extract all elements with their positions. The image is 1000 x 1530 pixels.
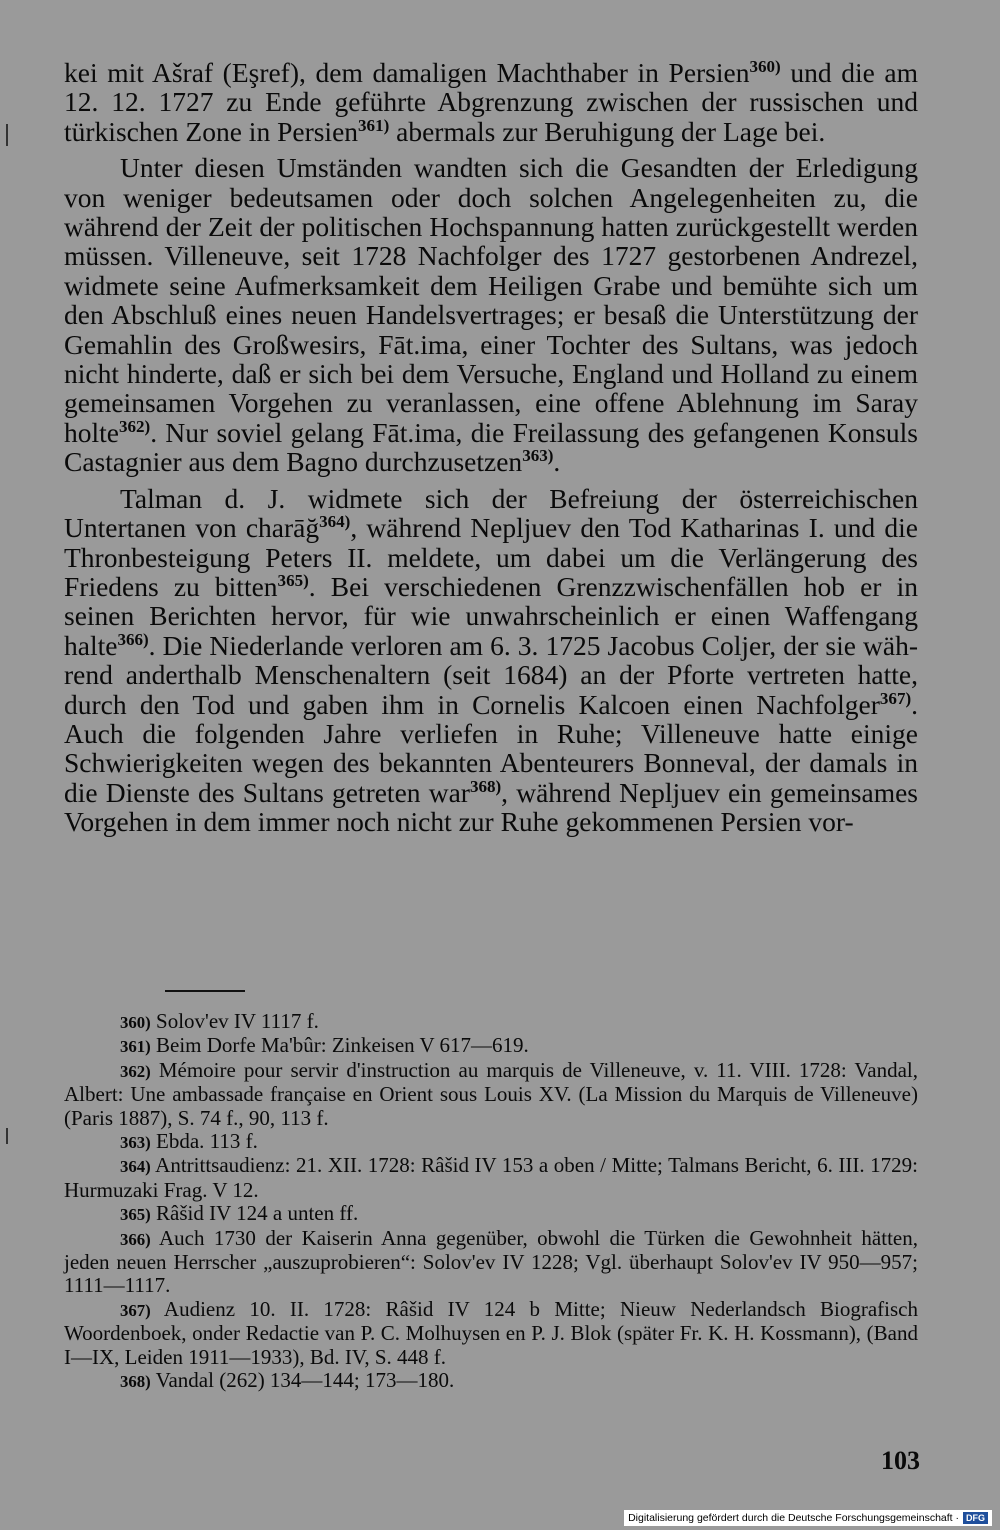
footnote-number: 367): [120, 1300, 151, 1320]
scan-edge-mark: [6, 124, 8, 146]
scan-edge-mark: [6, 1128, 8, 1144]
text-run: kei mit Ašraf (Eşref), dem damaligen Machthaber in Persien: [64, 57, 750, 88]
footnote-text: Audienz 10. II. 1728: Râšid IV 124 b Mitte; Nieuw Nederlandsch Biografisch Woordenboek, onder Redactie van P. C. Molhuysen en P. J. Blok (später Fr. K. H. Kossmann), (Band I—IX, Leiden 1911—1933), Bd. IV, S. 448 f.: [64, 1296, 918, 1369]
footnote: [64, 1227, 918, 1298]
footnote-reference[interactable]: 366): [117, 629, 149, 649]
footnote: [64, 1298, 918, 1369]
footnote-text: Beim Dorfe Ma'bûr: Zinkeisen V 617—619.: [150, 1033, 529, 1058]
footnote: [64, 1130, 918, 1154]
footnotes: [64, 1010, 918, 1394]
footnote-number: 366): [120, 1229, 151, 1249]
text-run: , während Nepljuev ein gemeinsames Vorgehen in dem immer noch nicht zur Ruhe gekommenen Persien vor-: [64, 776, 918, 838]
footnote-number: 360): [120, 1013, 151, 1032]
footnote: [64, 1202, 918, 1226]
footnote-reference[interactable]: 363): [522, 446, 554, 466]
main-text: [64, 58, 918, 837]
footnote-reference[interactable]: 365): [277, 570, 309, 590]
paragraph: [64, 484, 918, 837]
footnote-reference[interactable]: 368): [469, 776, 502, 796]
footnote-reference[interactable]: 360): [749, 56, 781, 76]
footnote-number: 365): [120, 1205, 151, 1225]
text-run: .: [553, 446, 561, 478]
footnote: [64, 1059, 918, 1130]
text-run: Talman d. J. widmete sich der Befreiung der österreichischen Untertanen von charāğ: [64, 482, 918, 544]
text-run: Unter diesen Umständen wandten sich die Gesandten der Erledigung von weniger bedeutsamen oder doch solchen Angelegenheiten zu, die während der Zeit der politischen Hochspannung hatten zurückgestellt werden müssen. Villeneuve, seit 1728 Nachfolger des 1727 gestorbenen Andrezel, widmete seine Aufmerksamkeit dem Heiligen Grabe und bemühte sich um den Abschluß eines neuen Handelsvertrages; er besaß die Unterstützung der Gemahlin des Großwesirs, Fāt.ima, einer Tochter des Sultans, was jedoch nicht hinderte, daß er sich bei dem Versuche, England und Holland zu einem gemeinsamen Vorgehen zu veranlassen, eine offene Ablehnung im Saray holte: [64, 152, 918, 448]
paragraph: [64, 153, 918, 476]
footnote: [64, 1369, 918, 1393]
paragraph: [64, 58, 918, 146]
text-run: abermals zur Beruhigung der Lage bei.: [389, 115, 826, 147]
footnote: [64, 1010, 918, 1034]
footnote: [64, 1034, 918, 1058]
footnote: [64, 1154, 918, 1202]
dfg-logo: DFG: [963, 1512, 988, 1524]
footnote-text: Antrittsaudienz: 21. XII. 1728: Râšid IV 153 a oben / Mitte; Talmans Bericht, 6. III. 1729: Hurmuzaki Frag. V 12.: [64, 1153, 918, 1202]
text-run: . Die Niederlande verloren am 6. 3. 1725 Jacobus Coljer, der sie während anderthalb Menschenaltern (seit 1684) an der Pforte vertreten hatte, durch den Tod und gaben ihm in Cornelis Kalcoen einen Nachfolger: [64, 629, 918, 720]
footnote-reference[interactable]: 364): [319, 511, 351, 531]
text-run: , während Nepljuev den Tod Katharinas I. und die Thronbesteigung Peters II. meldete, um dabei um die Verlängerung des Friedens zu bitten: [64, 512, 918, 602]
footnote-text: Mémoire pour servir d'instruction au marquis de Villeneuve, v. 11. VIII. 1728: Vandal, Albert: Une ambassade française en Orient sous Louis XV. (La Mission du Marquis de Villeneuve) (Paris 1887), S. 74 f., 90, 113 f.: [64, 1057, 918, 1130]
footnote-number: 361): [120, 1037, 151, 1057]
footnote-text: Vandal (262) 134—144; 173—180.: [150, 1368, 455, 1393]
footnote-text: Ebda. 113 f.: [150, 1129, 258, 1154]
credit-text: Digitalisierung gefördert durch die Deutsche Forschungsgemeinschaft ·: [628, 1512, 959, 1524]
footnote-number: 362): [120, 1061, 151, 1081]
footnote-number: 364): [120, 1157, 151, 1177]
footnote-reference[interactable]: 362): [119, 416, 151, 436]
footnote-text: Solov'ev IV 1117 f.: [150, 1009, 319, 1033]
footnote-number: 363): [120, 1133, 151, 1153]
footnote-text: Râšid IV 124 a unten ff.: [150, 1201, 359, 1226]
page-number: 103: [881, 1446, 920, 1475]
footnote-text: Auch 1730 der Kaiserin Anna gegenüber, obwohl die Türken die Gewohnheit hätten, jeden neuen Herrscher „auszuprobieren“: Solov'ev IV 1228; Vgl. überhaupt Solov'ev IV 950—957; 1111—1117.: [64, 1225, 918, 1298]
footnote-reference[interactable]: 367): [879, 688, 912, 708]
footnote-separator: [165, 990, 245, 992]
text-run: . Auch die folgenden Jahre verliefen in Ruhe; Villeneuve hatte einige Schwierigkeiten wegen des bekannten Abenteurers Bonneval, der damals in die Dienste des Sultans getreten war: [64, 688, 918, 808]
text-run: . Bei verschiedenen Grenzzwischenfällen hob er in seinen Berichten hervor, für wie unwahrscheinlich er einen Waffengang halte: [64, 570, 918, 661]
text-run: . Nur soviel gelang Fāt.ima, die Freilassung des gefangenen Konsuls Castagnier aus dem Bagno durchzusetzen: [64, 416, 918, 478]
footnote-reference[interactable]: 361): [358, 115, 390, 135]
footnote-number: 368): [120, 1372, 151, 1392]
text-run: und die am 12. 12. 1727 zu Ende geführte Abgrenzung zwischen der russischen und türkischen Zone in Persien: [64, 57, 918, 147]
digitization-credit: [624, 1510, 992, 1526]
